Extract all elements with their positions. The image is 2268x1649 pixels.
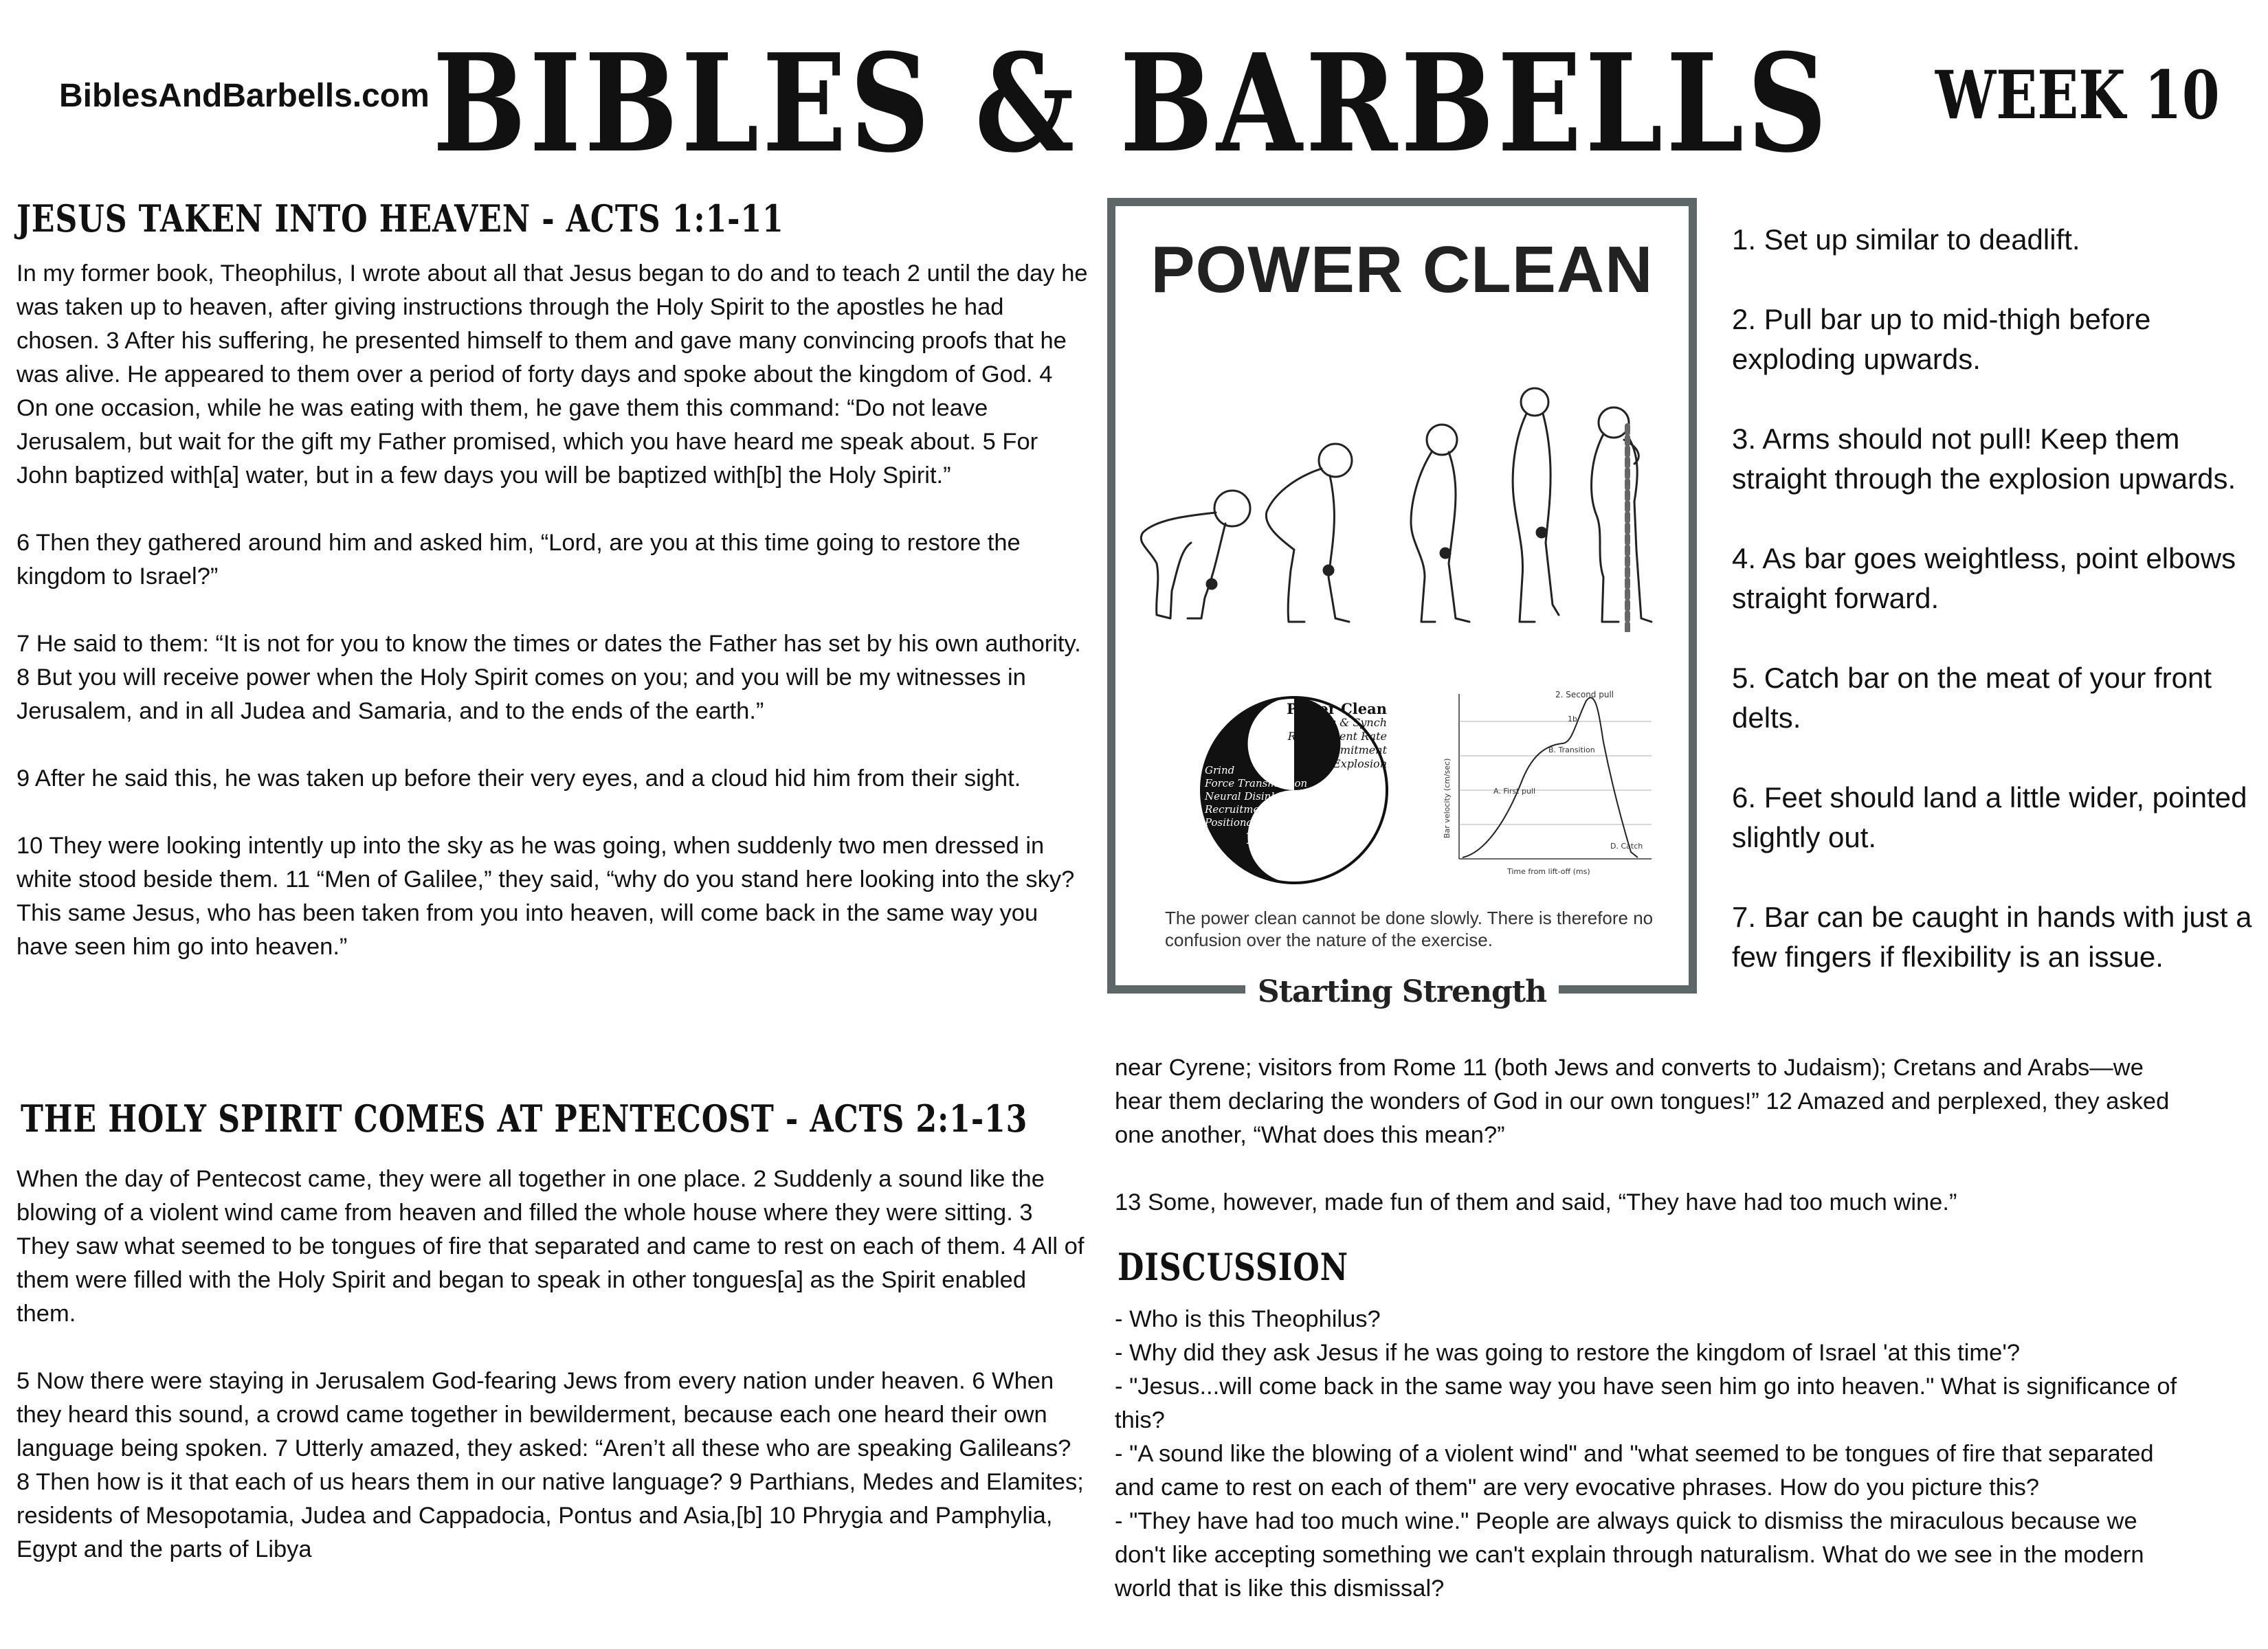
paragraph: 9 After he said this, he was taken up before their very eyes, and a cloud hid him from their sight. <box>16 765 1021 792</box>
week-label: WEEK 10 <box>1935 56 2220 134</box>
graph-label: 2. Second pull <box>1555 690 1614 699</box>
yin-yang-top-text <box>1249 702 1387 771</box>
discussion-item: - Why did they ask Jesus if he was going to restore the kingdom of Israel 'at this time'? <box>1115 1340 2021 1366</box>
yin-yang-item: Recruitment Rate <box>1287 730 1387 743</box>
paragraph: 7 He said to them: “It is not for you to know the times or dates the Father has set by his own authority. 8 But you will receive power when the Holy Spirit comes on you; and you will be my witnesses in Jerusalem, and in all Judea and Samaria, and to the ends of the earth.” <box>16 631 1081 724</box>
yin-yang-item: Neural Disinhibition <box>1205 790 1311 803</box>
paragraph: near Cyrene; visitors from Rome 11 (both Jews and converts to Judaism); Cretans and Arabs—we hear them declaring the wonders of God in our own tongues!” 12 Amazed and perplexed, they asked one another, “What does this mean?” <box>1115 1055 2170 1148</box>
graph-label: D. Catch <box>1610 842 1643 851</box>
paragraph: 6 Then they gathered around him and asked him, “Lord, are you at this time going to restore the kingdom to Israel?” <box>16 530 1021 590</box>
step-item: 3. Arms should not pull! Keep them straight through the explosion upwards. <box>1732 423 2236 495</box>
yin-yang-item: Recruitment Number <box>1205 803 1317 816</box>
yin-yang-item: Positional Strength <box>1205 816 1306 829</box>
site-url: BiblesAndBarbells.com <box>59 78 430 114</box>
discussion-item: - "Jesus...will come back in the same way you have seen him go into heaven." What is significance of this? <box>1115 1373 2177 1433</box>
figure-catch <box>1592 407 1652 622</box>
paragraph: In my former book, Theophilus, I wrote about all that Jesus began to do and to teach 2 until the day he was taken up to heaven, after giving instructions through the Holy Spirit to the apostles he had chosen. 3 After his suffering, he presented himself to them and gave many convincing proofs that he was alive. He appeared to them over a period of forty days and spoke about the kingdom of God. 4 On one occasion, while he was eating with them, he gave them this command: “Do not leave Jerusalem, but wait for the gift my Father promised, which you have heard me speak about. 5 For John baptized with[a] water, but in a few days you will be baptized with[b] the Holy Spirit.” <box>16 260 1088 489</box>
step-item: 7. Bar can be caught in hands with just a few fingers if flexibility is an issue. <box>1732 901 2252 973</box>
lift-sequence-illustration <box>1129 344 1679 632</box>
brand-name: Starting Strength <box>1245 974 1559 1009</box>
discussion-questions <box>1115 1303 2187 1606</box>
figure-mid-thigh <box>1411 425 1469 622</box>
poster-title: POWER CLEAN <box>1150 233 1654 306</box>
graph-x-axis-label: Time from lift-off (ms) <box>1507 867 1590 876</box>
section-heading-acts-2: THE HOLY SPIRIT COMES AT PENTECOST - ACTS 2:1-13 <box>21 1097 1028 1141</box>
graph-label: B. Transition <box>1548 745 1595 754</box>
graph-label: 1b <box>1568 715 1577 723</box>
section-heading-acts-1: JESUS TAKEN INTO HEAVEN - ACTS 1:1-11 <box>16 197 784 240</box>
yin-yang-item: Explosion <box>1333 757 1387 770</box>
power-clean-steps <box>1732 220 2268 1017</box>
graph-label: A. First pull <box>1493 787 1536 796</box>
bar-velocity-graph <box>1432 680 1658 886</box>
yin-yang-bottom-title: Deadlift <box>1246 830 1311 847</box>
paragraph: When the day of Pentecost came, they were all together in one place. 2 Suddenly a sound like the blowing of a violent wind came from heaven and filled the whole house where they were sitting. 3 They saw what seemed to be tongues of fire that separated and came to rest on each of them. 4 All of them were filled with the Holy Spirit and began to speak in other tongues[a] as the Spirit enabled them. <box>16 1166 1085 1327</box>
figure-extension <box>1513 388 1559 622</box>
figure-setup <box>1141 491 1250 618</box>
poster-caption: The power clean cannot be done slowly. There is therefore no confusion over the nature of the exercise. <box>1165 908 1654 950</box>
step-item: 6. Feet should land a little wider, pointed slightly out. <box>1732 781 2247 853</box>
yin-yang-bottom-text <box>1205 764 1356 845</box>
scripture-acts-2 <box>16 1163 1089 1567</box>
step-item: 1. Set up similar to deadlift. <box>1732 223 2080 256</box>
step-item: 2. Pull bar up to mid-thigh before exploding upwards. <box>1732 303 2151 375</box>
step-item: 5. Catch bar on the meat of your front delts. <box>1732 662 2212 734</box>
step-item: 4. As bar goes weightless, point elbows straight forward. <box>1732 542 2236 614</box>
poster-brand <box>1115 974 1689 1009</box>
scripture-acts-1 <box>16 257 1089 964</box>
discussion-heading: DISCUSSION <box>1118 1245 1348 1289</box>
graph-y-axis-label: Bar velocity (cm/sec) <box>1443 758 1452 838</box>
yin-yang-top-title: Power Clean <box>1287 700 1387 717</box>
figure-pull <box>1266 444 1352 622</box>
yin-yang-item: Timing & Synch <box>1297 716 1387 729</box>
discussion-item: - "They have had too much wine." People are always quick to dismiss the miraculous because we don't like accepting something we can't explain through naturalism. What do we see in the modern world that is like this dismissal? <box>1115 1508 2144 1602</box>
discussion-item: - Who is this Theophilus? <box>1115 1306 1381 1332</box>
paragraph: 5 Now there were staying in Jerusalem God-fearing Jews from every nation under heaven. 6 When they heard this sound, a crowd came together in bewilderment, because each one heard their own language being spoken. 7 Utterly amazed, they asked: “Aren’t all these who are speaking Galileans? 8 Then how is it that each of us hears them in our native language? 9 Parthians, Medes and Elamites; residents of Mesopotamia, Judea and Cappadocia, Pontus and Asia,[b] 10 Phrygia and Pamphylia, Egypt and the parts of Libya <box>16 1368 1084 1562</box>
page-title: BIBLES & BARBELLS <box>432 25 1831 183</box>
discussion-item: - "A sound like the blowing of a violent wind" and "what seemed to be tongues of fire that separated and came to rest on each of them" are very evocative phrases. How do you picture this? <box>1115 1441 2154 1501</box>
yin-yang-item: Grind <box>1205 764 1235 776</box>
paragraph: 10 They were looking intently up into the sky as he was going, when suddenly two men dressed in white stood beside them. 11 “Men of Galilee,” they said, “why do you stand here looking into the sky? This same Jesus, who has been taken from you into heaven, will come back in the same way you have seen him go into heaven.” <box>16 833 1075 960</box>
yin-yang-item: Force Transmission <box>1205 777 1308 789</box>
yin-yang-item: Commitment <box>1314 743 1387 756</box>
power-clean-poster <box>1107 198 1697 1009</box>
scripture-acts-2-continued <box>1115 1051 2187 1220</box>
paragraph: 13 Some, however, made fun of them and said, “They have had too much wine.” <box>1115 1189 1957 1215</box>
